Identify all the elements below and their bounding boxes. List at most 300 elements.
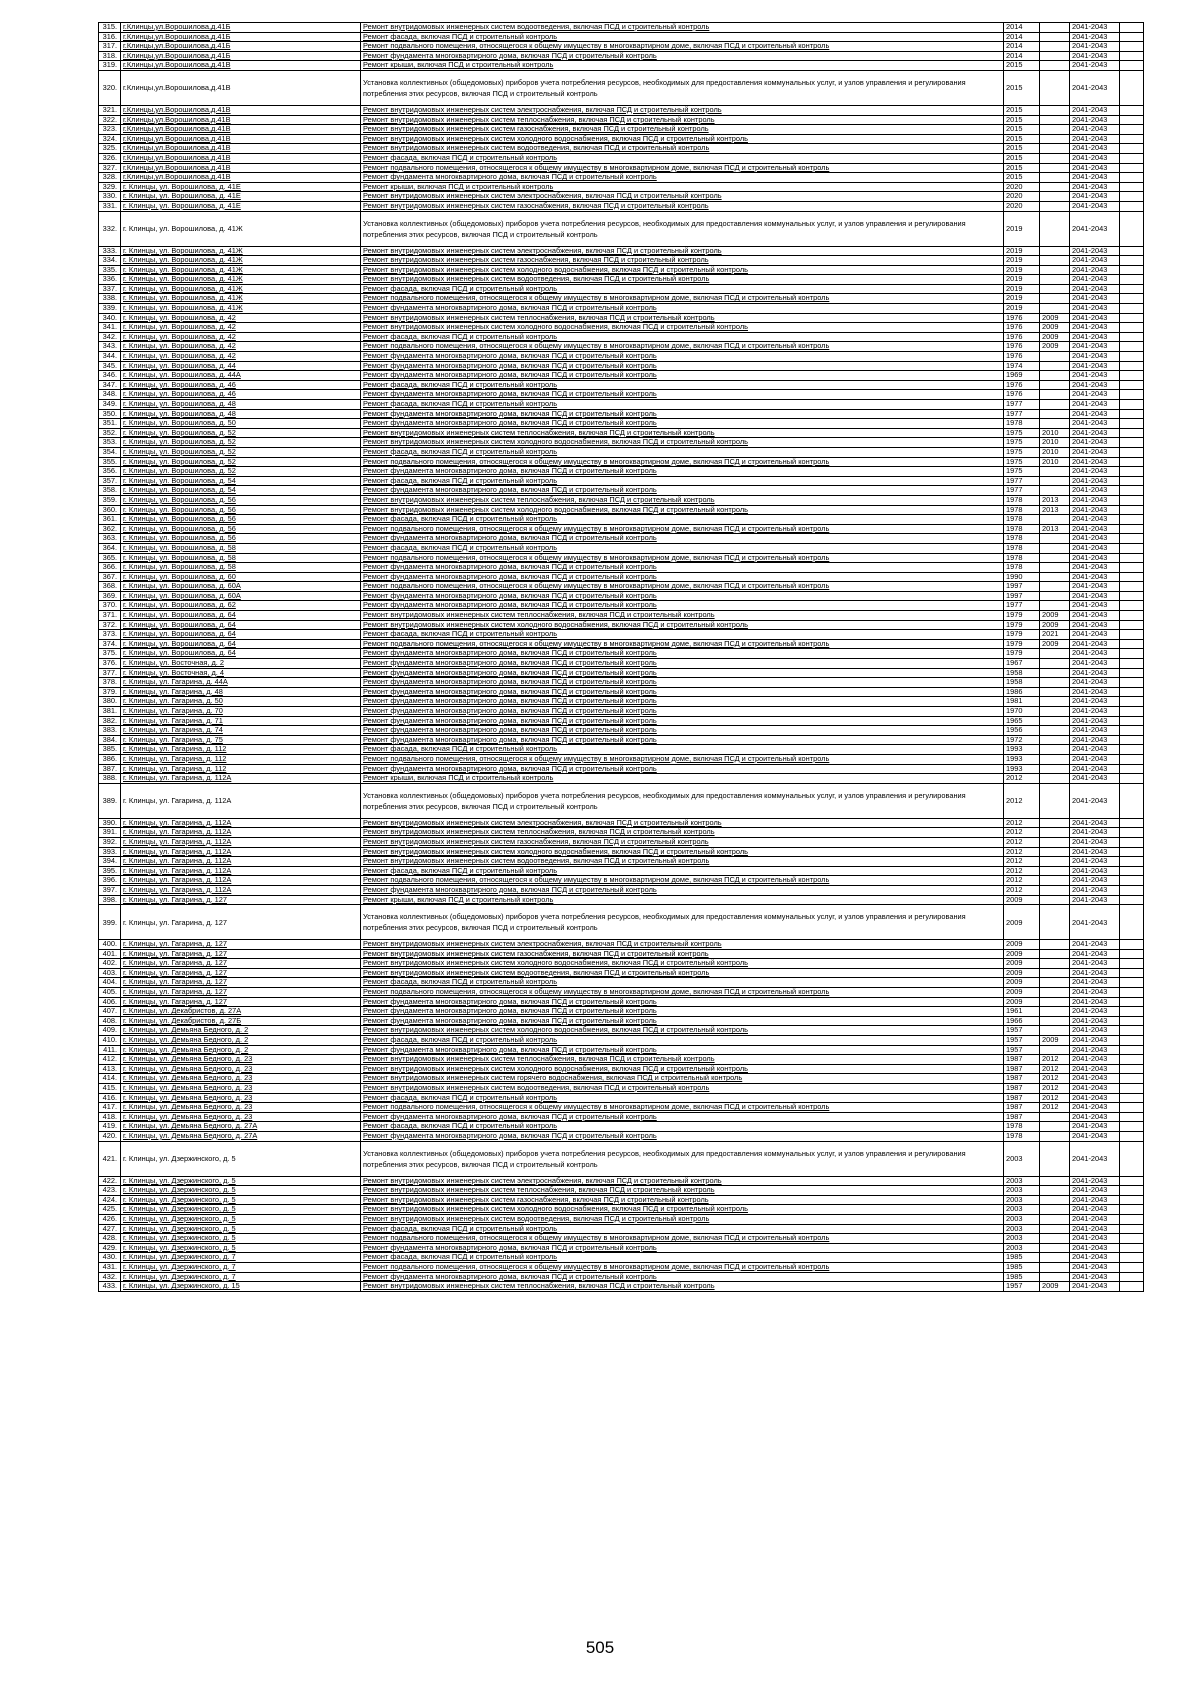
row-number: 433.: [99, 1282, 121, 1292]
repair-year-cell: [1040, 153, 1070, 163]
empty-cell: [1120, 447, 1144, 457]
repair-year-cell: [1040, 1045, 1070, 1055]
address-cell: г. Клинцы, ул. Демьяна Бедного, д. 23: [121, 1055, 361, 1065]
empty-cell: [1120, 380, 1144, 390]
table-row: [99, 1243, 1144, 1253]
address-cell: г.Клинцы,ул.Ворошилова,д.41В: [121, 144, 361, 154]
work-type-cell: Ремонт внутридомовых инженерных систем электроснабжения, включая ПСД и строительный контроль: [361, 246, 1004, 256]
repair-year-cell: [1040, 543, 1070, 553]
repair-year-cell: [1040, 978, 1070, 988]
address-cell: г. Клинцы, ул. Ворошилова, д. 52: [121, 438, 361, 448]
table-row: [99, 70, 1144, 105]
period-cell: 2041-2043: [1070, 409, 1120, 419]
build-year-cell: 2015: [1004, 105, 1040, 115]
row-number: 357.: [99, 476, 121, 486]
work-type-cell: Ремонт фасада, включая ПСД и строительный контроль: [361, 380, 1004, 390]
build-year-cell: 2012: [1004, 818, 1040, 828]
empty-cell: [1120, 51, 1144, 61]
repair-year-cell: 2009: [1040, 342, 1070, 352]
row-number: 424.: [99, 1195, 121, 1205]
period-cell: 2041-2043: [1070, 968, 1120, 978]
work-type-cell: Ремонт подвального помещения, относящегося к общему имуществу в многоквартирном доме, включая ПСД и строительный контроль: [361, 457, 1004, 467]
repair-year-cell: 2013: [1040, 524, 1070, 534]
work-type-cell: Установка коллективных (общедомовых) приборов учета потребления ресурсов, необходимых для предоставления коммунальных услуг, и узлов управления и регулирования потребления этих ресурсов, включая ПСД и строительный контроль: [361, 905, 1004, 940]
period-cell: 2041-2043: [1070, 601, 1120, 611]
row-number: 334.: [99, 256, 121, 266]
row-number: 346.: [99, 371, 121, 381]
row-number: 347.: [99, 380, 121, 390]
build-year-cell: 1976: [1004, 332, 1040, 342]
repair-year-cell: [1040, 371, 1070, 381]
build-year-cell: 1977: [1004, 409, 1040, 419]
empty-cell: [1120, 144, 1144, 154]
empty-cell: [1120, 275, 1144, 285]
address-cell: г. Клинцы, ул. Ворошилова, д. 54: [121, 476, 361, 486]
repair-year-cell: [1040, 486, 1070, 496]
empty-cell: [1120, 697, 1144, 707]
repair-year-cell: [1040, 997, 1070, 1007]
address-cell: г.Клинцы,ул.Ворошилова,д.41Б: [121, 32, 361, 42]
work-type-cell: Ремонт фундамента многоквартирного дома, включая ПСД и строительный контроль: [361, 467, 1004, 477]
empty-cell: [1120, 173, 1144, 183]
table-row: [99, 476, 1144, 486]
address-cell: г. Клинцы, ул. Дзержинского, д. 7: [121, 1272, 361, 1282]
table-row: [99, 895, 1144, 905]
repair-year-cell: [1040, 678, 1070, 688]
repair-year-cell: [1040, 726, 1070, 736]
table-row: [99, 563, 1144, 573]
address-cell: г. Клинцы, ул. Демьяна Бедного, д. 27А: [121, 1122, 361, 1132]
period-cell: 2041-2043: [1070, 275, 1120, 285]
period-cell: 2041-2043: [1070, 857, 1120, 867]
table-row: [99, 284, 1144, 294]
empty-cell: [1120, 1112, 1144, 1122]
repair-year-cell: [1040, 1016, 1070, 1026]
repair-year-cell: [1040, 284, 1070, 294]
address-cell: г. Клинцы, ул. Дзержинского, д. 5: [121, 1176, 361, 1186]
row-number: 377.: [99, 668, 121, 678]
build-year-cell: 1978: [1004, 553, 1040, 563]
work-type-cell: Ремонт внутридомовых инженерных систем электроснабжения, включая ПСД и строительный контроль: [361, 1176, 1004, 1186]
address-cell: г. Клинцы, ул. Ворошилова, д. 46: [121, 380, 361, 390]
table-row: [99, 192, 1144, 202]
empty-cell: [1120, 639, 1144, 649]
table-row: [99, 134, 1144, 144]
build-year-cell: 1978: [1004, 543, 1040, 553]
row-number: 322.: [99, 115, 121, 125]
build-year-cell: 1961: [1004, 1007, 1040, 1017]
period-cell: 2041-2043: [1070, 105, 1120, 115]
table-row: [99, 949, 1144, 959]
address-cell: г. Клинцы, ул. Ворошилова, д. 48: [121, 409, 361, 419]
row-number: 404.: [99, 978, 121, 988]
table-row: [99, 601, 1144, 611]
build-year-cell: 1987: [1004, 1074, 1040, 1084]
work-type-cell: Ремонт внутридомовых инженерных систем газоснабжения, включая ПСД и строительный контроль: [361, 1195, 1004, 1205]
row-number: 406.: [99, 997, 121, 1007]
repair-year-cell: [1040, 173, 1070, 183]
period-cell: 2041-2043: [1070, 563, 1120, 573]
table-row: [99, 246, 1144, 256]
period-cell: 2041-2043: [1070, 201, 1120, 211]
empty-cell: [1120, 1064, 1144, 1074]
work-type-cell: Ремонт подвального помещения, относящегося к общему имуществу в многоквартирном доме, включая ПСД и строительный контроль: [361, 294, 1004, 304]
table-row: [99, 1074, 1144, 1084]
work-type-cell: Ремонт внутридомовых инженерных систем водоотведения, включая ПСД и строительный контроль: [361, 23, 1004, 33]
work-type-cell: Ремонт фундамента многоквартирного дома, включая ПСД и строительный контроль: [361, 361, 1004, 371]
build-year-cell: 1977: [1004, 400, 1040, 410]
row-number: 381.: [99, 707, 121, 717]
empty-cell: [1120, 352, 1144, 362]
empty-cell: [1120, 1093, 1144, 1103]
row-number: 371.: [99, 611, 121, 621]
work-type-cell: Ремонт внутридомовых инженерных систем теплоснабжения, включая ПСД и строительный контроль: [361, 1282, 1004, 1292]
work-type-cell: Установка коллективных (общедомовых) приборов учета потребления ресурсов, необходимых для предоставления коммунальных услуг, и узлов управления и регулирования потребления этих ресурсов, включая ПСД и строительный контроль: [361, 1141, 1004, 1176]
table-row: [99, 332, 1144, 342]
row-number: 352.: [99, 428, 121, 438]
build-year-cell: 1975: [1004, 457, 1040, 467]
row-number: 415.: [99, 1084, 121, 1094]
empty-cell: [1120, 866, 1144, 876]
empty-cell: [1120, 1262, 1144, 1272]
row-number: 386.: [99, 754, 121, 764]
empty-cell: [1120, 534, 1144, 544]
build-year-cell: 1965: [1004, 716, 1040, 726]
table-row: [99, 940, 1144, 950]
repair-year-cell: [1040, 70, 1070, 105]
empty-cell: [1120, 885, 1144, 895]
build-year-cell: 2003: [1004, 1195, 1040, 1205]
row-number: 402.: [99, 959, 121, 969]
table-row: [99, 1141, 1144, 1176]
work-type-cell: Ремонт крыши, включая ПСД и строительный контроль: [361, 61, 1004, 71]
row-number: 342.: [99, 332, 121, 342]
table-row: [99, 1186, 1144, 1196]
work-type-cell: Ремонт фасада, включая ПСД и строительный контроль: [361, 153, 1004, 163]
period-cell: 2041-2043: [1070, 828, 1120, 838]
work-type-cell: Ремонт внутридомовых инженерных систем холодного водоснабжения, включая ПСД и строительный контроль: [361, 620, 1004, 630]
build-year-cell: 2009: [1004, 978, 1040, 988]
period-cell: 2041-2043: [1070, 1122, 1120, 1132]
work-type-cell: Ремонт внутридомовых инженерных систем холодного водоснабжения, включая ПСД и строительный контроль: [361, 959, 1004, 969]
build-year-cell: 2009: [1004, 905, 1040, 940]
address-cell: г. Клинцы, ул. Демьяна Бедного, д. 23: [121, 1074, 361, 1084]
work-type-cell: Ремонт крыши, включая ПСД и строительный контроль: [361, 182, 1004, 192]
build-year-cell: 1990: [1004, 572, 1040, 582]
row-number: 356.: [99, 467, 121, 477]
period-cell: 2041-2043: [1070, 515, 1120, 525]
build-year-cell: 1978: [1004, 419, 1040, 429]
period-cell: 2041-2043: [1070, 428, 1120, 438]
period-cell: 2041-2043: [1070, 61, 1120, 71]
work-type-cell: Ремонт фундамента многоквартирного дома, включая ПСД и строительный контроль: [361, 601, 1004, 611]
period-cell: 2041-2043: [1070, 847, 1120, 857]
address-cell: г.Клинцы,ул.Ворошилова,д.41Б: [121, 42, 361, 52]
table-row: [99, 1045, 1144, 1055]
work-type-cell: Ремонт внутридомовых инженерных систем газоснабжения, включая ПСД и строительный контроль: [361, 201, 1004, 211]
empty-cell: [1120, 828, 1144, 838]
period-cell: 2041-2043: [1070, 726, 1120, 736]
period-cell: 2041-2043: [1070, 211, 1120, 246]
build-year-cell: 2019: [1004, 284, 1040, 294]
empty-cell: [1120, 774, 1144, 784]
empty-cell: [1120, 876, 1144, 886]
period-cell: 2041-2043: [1070, 313, 1120, 323]
table-row: [99, 125, 1144, 135]
row-number: 410.: [99, 1036, 121, 1046]
empty-cell: [1120, 1055, 1144, 1065]
work-type-cell: Ремонт внутридомовых инженерных систем электроснабжения, включая ПСД и строительный контроль: [361, 105, 1004, 115]
table-row: [99, 265, 1144, 275]
repair-year-cell: [1040, 1214, 1070, 1224]
work-type-cell: Ремонт фасада, включая ПСД и строительный контроль: [361, 978, 1004, 988]
row-number: 326.: [99, 153, 121, 163]
build-year-cell: 1975: [1004, 447, 1040, 457]
period-cell: 2041-2043: [1070, 754, 1120, 764]
row-number: 407.: [99, 1007, 121, 1017]
empty-cell: [1120, 332, 1144, 342]
empty-cell: [1120, 438, 1144, 448]
row-number: 411.: [99, 1045, 121, 1055]
work-type-cell: Ремонт фасада, включая ПСД и строительный контроль: [361, 1122, 1004, 1132]
repair-year-cell: [1040, 1186, 1070, 1196]
table-row: [99, 707, 1144, 717]
table-row: [99, 447, 1144, 457]
table-row: [99, 659, 1144, 669]
period-cell: 2041-2043: [1070, 447, 1120, 457]
address-cell: г. Клинцы, ул. Гагарина, д. 112А: [121, 837, 361, 847]
work-type-cell: Ремонт подвального помещения, относящегося к общему имуществу в многоквартирном доме, включая ПСД и строительный контроль: [361, 42, 1004, 52]
repair-year-cell: [1040, 1195, 1070, 1205]
build-year-cell: 2012: [1004, 837, 1040, 847]
address-cell: г. Клинцы, ул. Гагарина, д. 50: [121, 697, 361, 707]
build-year-cell: 2015: [1004, 70, 1040, 105]
work-type-cell: Ремонт фундамента многоквартирного дома, включая ПСД и строительный контроль: [361, 572, 1004, 582]
address-cell: г. Клинцы, ул. Демьяна Бедного, д. 27А: [121, 1131, 361, 1141]
repair-year-cell: [1040, 476, 1070, 486]
address-cell: г. Клинцы, ул. Ворошилова, д. 41Ж: [121, 275, 361, 285]
work-type-cell: Ремонт внутридомовых инженерных систем теплоснабжения, включая ПСД и строительный контроль: [361, 115, 1004, 125]
period-cell: 2041-2043: [1070, 940, 1120, 950]
build-year-cell: 1957: [1004, 1282, 1040, 1292]
repair-year-cell: [1040, 134, 1070, 144]
repair-year-cell: 2009: [1040, 323, 1070, 333]
repair-year-cell: [1040, 390, 1070, 400]
repair-year-cell: [1040, 847, 1070, 857]
period-cell: 2041-2043: [1070, 173, 1120, 183]
empty-cell: [1120, 764, 1144, 774]
address-cell: г. Клинцы, ул. Дзержинского, д. 5: [121, 1186, 361, 1196]
period-cell: 2041-2043: [1070, 1016, 1120, 1026]
build-year-cell: 2012: [1004, 847, 1040, 857]
table-row: [99, 1055, 1144, 1065]
table-row: [99, 352, 1144, 362]
table-row: [99, 905, 1144, 940]
empty-cell: [1120, 313, 1144, 323]
work-type-cell: Ремонт фасада, включая ПСД и строительный контроль: [361, 447, 1004, 457]
repair-year-cell: 2012: [1040, 1055, 1070, 1065]
empty-cell: [1120, 620, 1144, 630]
build-year-cell: 1976: [1004, 390, 1040, 400]
table-row: [99, 885, 1144, 895]
repair-year-cell: [1040, 265, 1070, 275]
period-cell: 2041-2043: [1070, 639, 1120, 649]
empty-cell: [1120, 659, 1144, 669]
period-cell: 2041-2043: [1070, 949, 1120, 959]
row-number: 325.: [99, 144, 121, 154]
period-cell: 2041-2043: [1070, 783, 1120, 818]
repair-year-cell: 2012: [1040, 1084, 1070, 1094]
empty-cell: [1120, 783, 1144, 818]
empty-cell: [1120, 1036, 1144, 1046]
empty-cell: [1120, 467, 1144, 477]
repair-year-cell: [1040, 563, 1070, 573]
work-type-cell: Ремонт фундамента многоквартирного дома, включая ПСД и строительный контроль: [361, 371, 1004, 381]
address-cell: г. Клинцы, ул. Гагарина, д. 112А: [121, 828, 361, 838]
table-row: [99, 23, 1144, 33]
build-year-cell: 1956: [1004, 726, 1040, 736]
table-row: [99, 105, 1144, 115]
build-year-cell: 2019: [1004, 256, 1040, 266]
period-cell: 2041-2043: [1070, 1055, 1120, 1065]
empty-cell: [1120, 1243, 1144, 1253]
work-type-cell: Ремонт фундамента многоквартирного дома, включая ПСД и строительный контроль: [361, 716, 1004, 726]
period-cell: 2041-2043: [1070, 745, 1120, 755]
row-number: 390.: [99, 818, 121, 828]
address-cell: г.Клинцы,ул.Ворошилова,д.41В: [121, 115, 361, 125]
table-row: [99, 419, 1144, 429]
empty-cell: [1120, 265, 1144, 275]
work-type-cell: Ремонт внутридомовых инженерных систем газоснабжения, включая ПСД и строительный контроль: [361, 837, 1004, 847]
address-cell: г.Клинцы,ул.Ворошилова,д.41В: [121, 61, 361, 71]
row-number: 353.: [99, 438, 121, 448]
work-type-cell: Ремонт внутридомовых инженерных систем теплоснабжения, включая ПСД и строительный контроль: [361, 611, 1004, 621]
address-cell: г. Клинцы, ул. Гагарина, д. 48: [121, 687, 361, 697]
table-row: [99, 505, 1144, 515]
period-cell: 2041-2043: [1070, 735, 1120, 745]
table-row: [99, 1272, 1144, 1282]
period-cell: 2041-2043: [1070, 611, 1120, 621]
repair-year-cell: 2012: [1040, 1064, 1070, 1074]
address-cell: г. Клинцы, ул. Демьяна Бедного, д. 2: [121, 1026, 361, 1036]
period-cell: 2041-2043: [1070, 1007, 1120, 1017]
work-type-cell: Ремонт подвального помещения, относящегося к общему имуществу в многоквартирном доме, включая ПСД и строительный контроль: [361, 1103, 1004, 1113]
work-type-cell: Ремонт внутридомовых инженерных систем газоснабжения, включая ПСД и строительный контроль: [361, 949, 1004, 959]
period-cell: 2041-2043: [1070, 342, 1120, 352]
build-year-cell: 2014: [1004, 51, 1040, 61]
row-number: 321.: [99, 105, 121, 115]
period-cell: 2041-2043: [1070, 582, 1120, 592]
table-row: [99, 51, 1144, 61]
period-cell: 2041-2043: [1070, 361, 1120, 371]
row-number: 374.: [99, 639, 121, 649]
work-type-cell: Ремонт фасада, включая ПСД и строительный контроль: [361, 866, 1004, 876]
empty-cell: [1120, 668, 1144, 678]
address-cell: г. Клинцы, ул. Ворошилова, д. 41Ж: [121, 304, 361, 314]
table-row: [99, 716, 1144, 726]
repair-year-cell: [1040, 1176, 1070, 1186]
period-cell: 2041-2043: [1070, 988, 1120, 998]
repair-year-cell: [1040, 1141, 1070, 1176]
empty-cell: [1120, 968, 1144, 978]
work-type-cell: Ремонт внутридомовых инженерных систем теплоснабжения, включая ПСД и строительный контроль: [361, 428, 1004, 438]
address-cell: г. Клинцы, ул. Гагарина, д. 112: [121, 745, 361, 755]
period-cell: 2041-2043: [1070, 51, 1120, 61]
work-type-cell: Ремонт внутридомовых инженерных систем теплоснабжения, включая ПСД и строительный контроль: [361, 1186, 1004, 1196]
repair-year-cell: [1040, 949, 1070, 959]
table-row: [99, 361, 1144, 371]
period-cell: 2041-2043: [1070, 332, 1120, 342]
address-cell: г. Клинцы, ул. Ворошилова, д. 41Ж: [121, 284, 361, 294]
empty-cell: [1120, 125, 1144, 135]
empty-cell: [1120, 476, 1144, 486]
row-number: 396.: [99, 876, 121, 886]
repair-year-cell: [1040, 735, 1070, 745]
period-cell: 2041-2043: [1070, 182, 1120, 192]
repair-year-cell: [1040, 352, 1070, 362]
repair-year-cell: 2012: [1040, 1103, 1070, 1113]
address-cell: г.Клинцы,ул.Ворошилова,д.41В: [121, 153, 361, 163]
table-row: [99, 745, 1144, 755]
address-cell: г. Клинцы, ул. Ворошилова, д. 42: [121, 332, 361, 342]
row-number: 405.: [99, 988, 121, 998]
table-row: [99, 630, 1144, 640]
period-cell: 2041-2043: [1070, 1026, 1120, 1036]
build-year-cell: 1957: [1004, 1026, 1040, 1036]
empty-cell: [1120, 1074, 1144, 1084]
empty-cell: [1120, 61, 1144, 71]
row-number: 423.: [99, 1186, 121, 1196]
build-year-cell: 1985: [1004, 1253, 1040, 1263]
address-cell: г. Клинцы, ул. Ворошилова, д. 50: [121, 419, 361, 429]
work-type-cell: Ремонт фундамента многоквартирного дома, включая ПСД и строительный контроль: [361, 697, 1004, 707]
table-row: [99, 1026, 1144, 1036]
row-number: 385.: [99, 745, 121, 755]
work-type-cell: Ремонт внутридомовых инженерных систем холодного водоснабжения, включая ПСД и строительный контроль: [361, 1064, 1004, 1074]
work-type-cell: Ремонт фундамента многоквартирного дома, включая ПСД и строительный контроль: [361, 707, 1004, 717]
repair-year-cell: 2009: [1040, 313, 1070, 323]
empty-cell: [1120, 1141, 1144, 1176]
address-cell: г. Клинцы, ул. Ворошилова, д. 60: [121, 572, 361, 582]
work-type-cell: Ремонт фасада, включая ПСД и строительный контроль: [361, 515, 1004, 525]
address-cell: г. Клинцы, ул. Гагарина, д. 70: [121, 707, 361, 717]
table-row: [99, 163, 1144, 173]
build-year-cell: 1974: [1004, 361, 1040, 371]
empty-cell: [1120, 1176, 1144, 1186]
repair-year-cell: [1040, 515, 1070, 525]
table-row: [99, 553, 1144, 563]
work-type-cell: Ремонт внутридомовых инженерных систем теплоснабжения, включая ПСД и строительный контроль: [361, 495, 1004, 505]
address-cell: г. Клинцы, ул. Гагарина, д. 112: [121, 764, 361, 774]
address-cell: г. Клинцы, ул. Дзержинского, д. 5: [121, 1234, 361, 1244]
address-cell: г. Клинцы, ул. Демьяна Бедного, д. 23: [121, 1064, 361, 1074]
row-number: 324.: [99, 134, 121, 144]
build-year-cell: 2020: [1004, 182, 1040, 192]
period-cell: 2041-2043: [1070, 697, 1120, 707]
period-cell: 2041-2043: [1070, 649, 1120, 659]
repair-year-cell: [1040, 144, 1070, 154]
row-number: 378.: [99, 678, 121, 688]
address-cell: г. Клинцы, ул. Ворошилова, д. 56: [121, 515, 361, 525]
repair-year-cell: 2010: [1040, 457, 1070, 467]
repair-year-cell: [1040, 42, 1070, 52]
row-number: 373.: [99, 630, 121, 640]
build-year-cell: 2003: [1004, 1234, 1040, 1244]
build-year-cell: 2012: [1004, 783, 1040, 818]
repair-year-cell: [1040, 837, 1070, 847]
repair-year-cell: [1040, 754, 1070, 764]
empty-cell: [1120, 1103, 1144, 1113]
